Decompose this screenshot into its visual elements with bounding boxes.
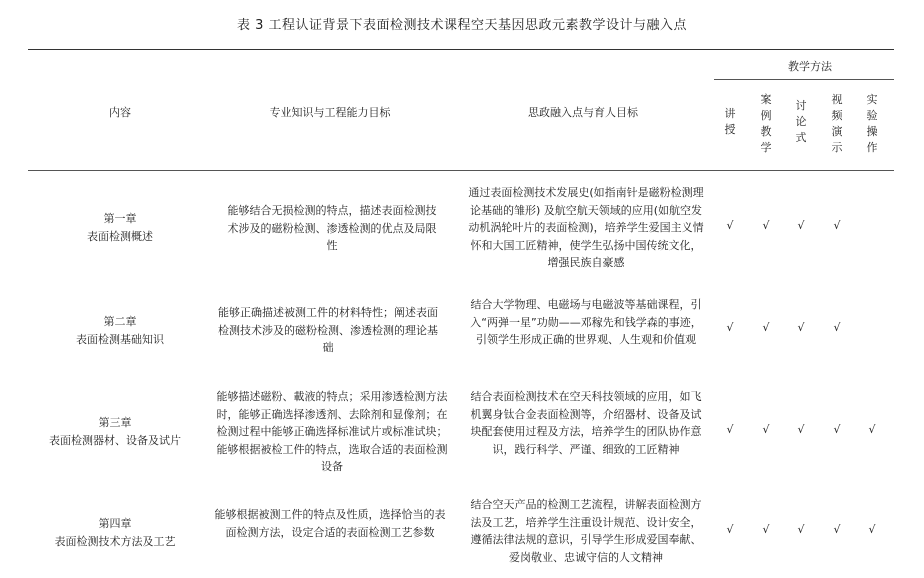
chapter-label	[60, 313, 180, 348]
chapter-number: 第二章	[103, 315, 137, 328]
top-rule	[28, 49, 894, 50]
chapter-name: 表面检测基础知识	[76, 332, 164, 346]
chapter-label	[60, 210, 180, 245]
ideology-text: 结合空天产品的检测工艺流程，讲解表面检测方法及工艺，培养学生注重设计规范、设计安全，遵循法律法规的意识，引导学生形成爱国奉献、爱岗敬业、忠诚守信的人文精神	[470, 498, 702, 564]
check-discussion: √	[797, 423, 805, 436]
goal-text: 能够正确描述被测工件的材料特性；阐述表面检测技术涉及的磁粉检测、渗透检测的理论基础	[218, 306, 438, 354]
chapter-label	[40, 515, 190, 550]
ideology-text: 结合大学物理、电磁场与电磁波等基础课程，引入“两弹一星”功勋——邓稼先和钱学森的事迹，引领学生形成正确的世界观、人生观和价值观	[470, 298, 702, 346]
chapter-name: 表面检测概述	[87, 229, 153, 243]
header-rule	[28, 170, 894, 171]
check-discussion: √	[797, 321, 805, 334]
ideology-text: 通过表面检测技术发展史(如指南针是磁粉检测理论基础的雏形) 及航空航天领域的应用(如航空发动机涡轮叶片的表面检测)，培养学生爱国主义情怀和大国工匠精神，使学生弘扬中国传统文化，增强民族自豪感	[468, 186, 704, 269]
header-goals: 专业知识与工程能力目标	[269, 106, 391, 119]
chapter-label	[40, 414, 190, 449]
check-video: √	[833, 321, 841, 334]
check-case: √	[762, 523, 770, 536]
ideology-text: 结合表面检测技术在空天科技领域的应用，如飞机翼身钛合金表面检测等，介绍器材、设备及试块配套使用过程及方法，培养学生的团队协作意识，践行科学、严谨、细致的工匠精神	[470, 390, 702, 456]
check-discussion: √	[797, 523, 805, 536]
check-lecture: √	[726, 523, 734, 536]
goal-text: 能够描述磁粉、載液的特点；采用渗透检测方法时，能够正确选择渗透剂、去除剂和显像剂；在检测过程中能够正确选择标准试片或标准试块；能够根据被检工件的特点，选取合适的表面检测设备	[216, 390, 448, 473]
check-video: √	[833, 523, 841, 536]
header-method-video: 视频演示	[831, 93, 843, 154]
chapter-name: 表面检测技术方法及工艺	[54, 534, 176, 548]
chapter-number: 第四章	[98, 517, 132, 530]
header-content: 内容	[109, 106, 131, 119]
check-discussion: √	[797, 219, 805, 232]
check-video: √	[833, 219, 841, 232]
header-ideology: 思政融入点与育人目标	[528, 106, 638, 119]
check-case: √	[762, 321, 770, 334]
header-method-lecture: 讲授	[724, 107, 736, 136]
check-case: √	[762, 423, 770, 436]
check-lecture: √	[726, 321, 734, 334]
chapter-name: 表面检测器材、设备及试片	[49, 433, 181, 447]
goal-text: 能够结合无损检测的特点，描述表面检测技术涉及的磁粉检测、渗透检测的优点及局限性	[227, 204, 437, 252]
check-lecture: √	[726, 219, 734, 232]
header-method-experiment: 实验操作	[866, 93, 878, 154]
check-experiment: √	[868, 523, 876, 536]
header-methods-group: 教学方法	[788, 60, 832, 73]
check-video: √	[833, 423, 841, 436]
chapter-number: 第一章	[103, 212, 137, 225]
check-lecture: √	[726, 423, 734, 436]
check-experiment: √	[868, 423, 876, 436]
header-method-discussion: 讨论式	[795, 99, 807, 144]
check-case: √	[762, 219, 770, 232]
table-title: 表 3 工程认证背景下表面检测技术课程空天基因思政元素教学设计与融入点	[236, 18, 688, 33]
header-method-case: 案例教学	[760, 93, 772, 154]
chapter-number: 第三章	[98, 416, 132, 429]
goal-text: 能够根据被测工件的特点及性质，选择恰当的表面检测方法，设定合适的表面检测工艺参数	[214, 508, 446, 539]
methods-group-rule	[714, 79, 894, 80]
